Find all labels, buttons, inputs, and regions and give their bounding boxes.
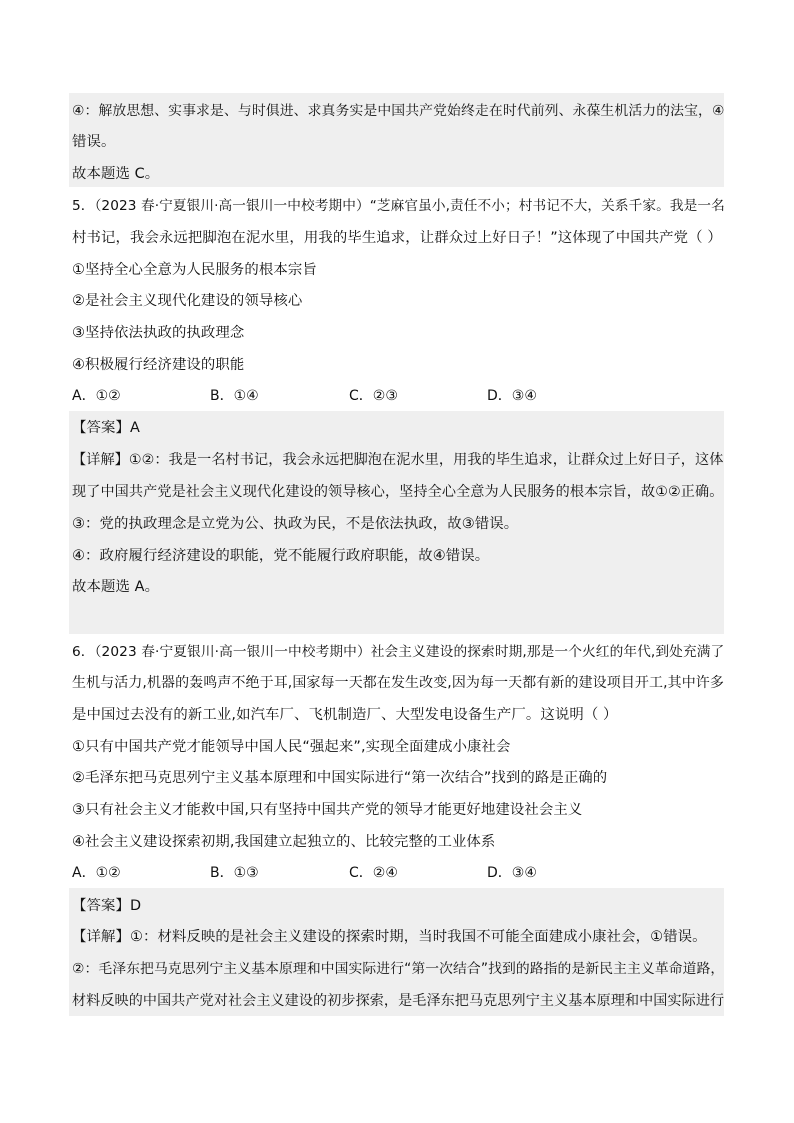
q6-explanation-line: ②：毛泽东把马克思列宁主义基本原理和中国实际进行“第一次结合”找到的路指的是新民主主义革命道路， [72,961,725,977]
q6-item: ④社会主义建设探索初期,我国建立起独立的、比较完整的工业体系 [72,834,496,850]
q5-explanation-line: 【详解】①②：我是一名村书记，我会永远把脚泡在泥水里，用我的毕生追求，让群众过上好日子，这体 [72,452,724,468]
q6-explanation-line: 材料反映的中国共产党对社会主义建设的初步探索，是毛泽东把马克思列宁主义基本原理和中国实际进行 [72,993,725,1009]
q5-option-d[interactable]: D．③④ [487,388,537,404]
q6-item: ③只有社会主义才能救中国,只有坚持中国共产党的领导才能更好地建设社会主义 [72,802,583,818]
q5-option-a[interactable]: A．①② [72,388,121,404]
q6-item: ①只有中国共产党才能领导中国人民“强起来”,实现全面建成小康社会 [72,739,511,755]
q5-explanation-line: 故本题选 A。 [72,579,160,595]
q5-explanation-line: 现了中国共产党是社会主义现代化建设的领导核心，坚持全心全意为人民服务的根本宗旨，故①②正确。 [72,484,724,500]
q6-stem-line: 生机与活力,机器的轰鸣声不绝于耳,国家每一天都在发生改变,因为每一天都有新的建设项目开工,其中许多 [72,675,724,691]
q5-explanation-line: ④：政府履行经济建设的职能，党不能履行政府职能，故④错误。 [72,548,490,564]
q5-stem-line: 村书记，我会永远把脚泡在泥水里，用我的毕生追求，让群众过上好日子！”这体现了中国共产党（ ） [72,230,722,246]
q6-option-a[interactable]: A．①② [72,865,121,881]
q6-item: ②毛泽东把马克思列宁主义基本原理和中国实际进行“第一次结合”找到的路是正确的 [72,770,608,786]
q5-item: ④积极履行经济建设的职能 [72,357,245,373]
q6-answer: 【答案】D [72,898,142,914]
q5-explanation-line: ③：党的执政理念是立党为公、执政为民，不是依法执政，故③错误。 [72,516,519,532]
q6-option-b[interactable]: B．①③ [210,865,259,881]
q5-item: ①坚持全心全意为人民服务的根本宗旨 [72,262,317,278]
q5-item: ③坚持依法执政的执政理念 [72,325,245,341]
q6-stem-line: 6．（2023 春·宁夏银川·高一银川一中校考期中）社会主义建设的探索时期,那是一个火红的年代,到处充满了 [72,644,725,660]
explanation-line: ④：解放思想、实事求是、与时俱进、求真务实是中国共产党始终走在时代前列、永葆生机活力的法宝，④ [72,103,725,119]
q6-option-d[interactable]: D．③④ [487,865,537,881]
q6-explanation-line: 【详解】①：材料反映的是社会主义建设的探索时期，当时我国不可能全面建成小康社会，①错误。 [72,929,707,945]
q5-stem-line: 5．（2023 春·宁夏银川·高一银川一中校考期中）“芝麻官虽小,责任不小；村书记不大，关系千家。我是一名 [72,198,725,214]
q5-option-c[interactable]: C．②③ [349,388,398,404]
q6-stem-line: 是中国过去没有的新工业,如汽车厂、飞机制造厂、大型发电设备生产厂。这说明（ ） [72,707,618,723]
q5-item: ②是社会主义现代化建设的领导核心 [72,293,303,309]
q6-option-c[interactable]: C．②④ [349,865,398,881]
q5-answer: 【答案】A [72,420,140,436]
explanation-line: 错误。 [72,134,116,150]
q5-option-b[interactable]: B．①④ [210,388,259,404]
explanation-line: 故本题选 C。 [72,166,160,182]
